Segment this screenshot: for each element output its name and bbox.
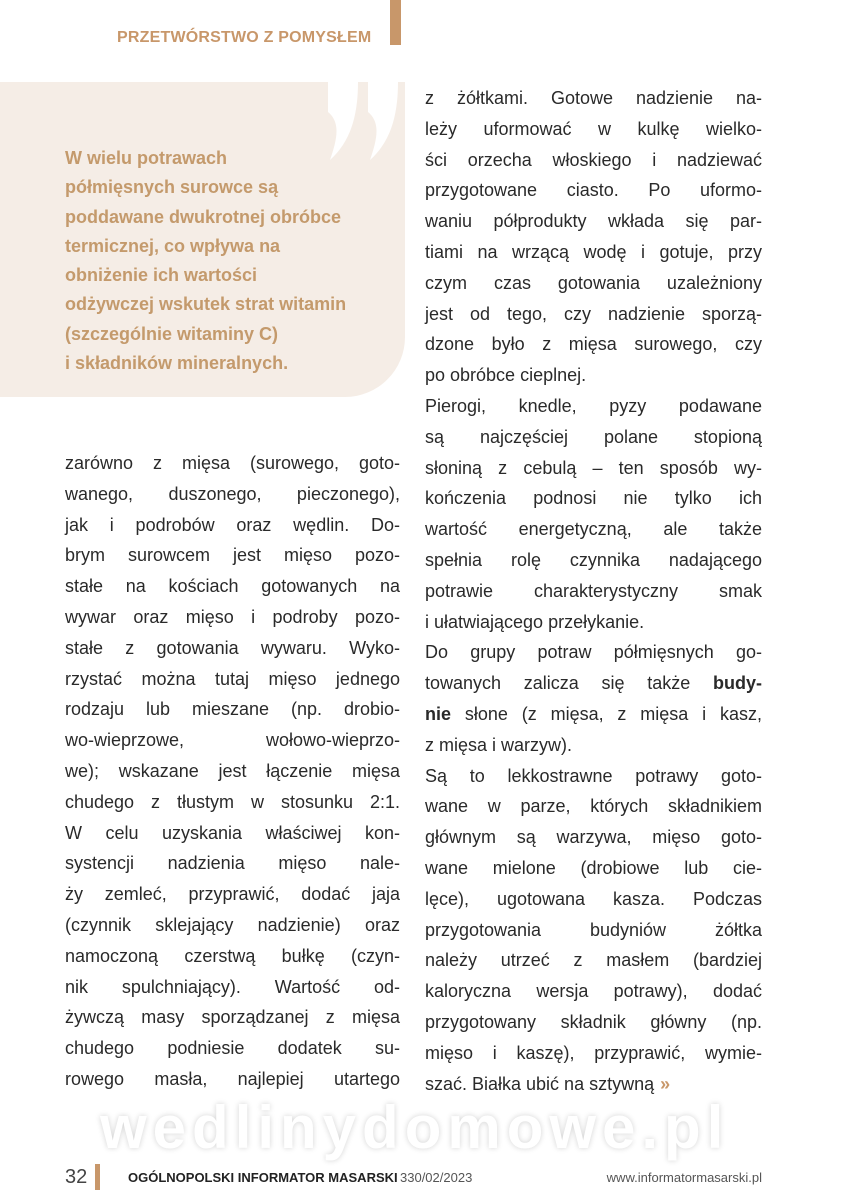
text-line: są najczęściej polane stopioną <box>425 426 762 447</box>
text-line: żywczą masy sporządzanej z mięsa <box>65 1007 400 1028</box>
text-line: z żółtkami. Gotowe nadzienie na- <box>425 88 762 108</box>
text-line: wartość energetyczną, ale także <box>425 519 762 540</box>
text-line: brym surowcem jest mięso pozo- <box>65 545 400 566</box>
text-line: tiami na wrzącą wodę i gotuje, przy <box>425 241 762 262</box>
text-segment: z mięsa i warzyw). <box>425 734 573 755</box>
text-line: (czynnik sklejający nadzienie) oraz <box>65 914 400 935</box>
text-line: wanego, duszonego, pieczonego), <box>65 483 400 504</box>
pull-quote-line: odżywczej wskutek strat witamin <box>65 294 347 315</box>
section-title: PRZETWÓRSTWO Z POMYSŁEM <box>117 29 372 46</box>
text-line <box>425 360 762 391</box>
text-line: przygotowane ciasto. Po uformo- <box>425 180 762 201</box>
article-column-right <box>425 83 762 1099</box>
text-line <box>425 730 762 761</box>
text-line: głównym są warzywa, mięso goto- <box>425 827 762 848</box>
text-line <box>425 668 762 699</box>
text-line: wane mielone (drobiowe lub cie- <box>425 857 762 878</box>
text-line: namoczoną czerstwą bułkę (czyn- <box>65 945 400 966</box>
text-line: lęce), ugotowana kasza. Podczas <box>425 888 762 909</box>
pull-quote-line: W wielu potrawach <box>65 148 228 168</box>
text-line: kończenia podnosi nie tylko ich <box>425 488 762 509</box>
publication-name: OGÓLNOPOLSKI INFORMATOR MASARSKI <box>128 1170 398 1185</box>
text-segment: towanych zalicza się także <box>425 673 713 694</box>
text-line: nik spulchniający). Wartość od- <box>65 976 400 997</box>
text-line: rzystać można tutaj mięso jednego <box>65 668 400 689</box>
continue-arrow-icon: » <box>660 1073 671 1094</box>
text-line: słoniną z cebulą – ten sposób wy- <box>425 457 762 478</box>
text-line: systencji nadzienia mięso nale- <box>65 853 400 874</box>
pull-quote <box>0 82 405 397</box>
text-segment: szać. Białka ubić na sztywną <box>425 1073 655 1094</box>
text-line: Są to lekkostrawne potrawy goto- <box>425 765 762 786</box>
text-line: potrawie charakterystyczny smak <box>425 580 762 601</box>
text-line: stałe na kościach gotowanych na <box>65 576 400 597</box>
pull-quote-line: i składników mineralnych. <box>65 353 289 374</box>
pull-quote-line: półmięsnych surowce są <box>65 177 279 198</box>
text-line: W celu uzyskania właściwej kon- <box>65 822 400 843</box>
text-line: spełnia rolę czynnika nadającego <box>425 549 762 570</box>
bold-term: budy- <box>713 673 762 694</box>
article-column-left <box>65 448 400 1095</box>
issue-number: 330/02/2023 <box>400 1170 473 1185</box>
pull-quote-line: (szczególnie witaminy C) <box>65 323 279 344</box>
watermark: wedlinydomowe.pl <box>100 1094 730 1161</box>
bold-term: nie <box>425 703 452 724</box>
pull-quote-line: poddawane dwukrotnej obróbce <box>65 206 342 227</box>
header-accent-bar <box>390 0 401 45</box>
text-line: wo-wieprzowe, wołowo-wieprzo- <box>65 730 400 751</box>
text-line: jak i podrobów oraz wędlin. Do- <box>65 514 400 535</box>
text-line: chudego z tłustym w stosunku 2:1. <box>65 791 400 812</box>
text-line: jest od tego, czy nadzienie sporzą- <box>425 303 762 324</box>
page-number: 32 <box>65 1166 88 1188</box>
text-line <box>425 699 762 730</box>
text-line: wane w parze, których składnikiem <box>425 796 762 817</box>
text-line: Do grupy potraw półmięsnych go- <box>425 642 762 663</box>
text-line: ści orzecha włoskiego i nadziewać <box>425 149 762 170</box>
website-link[interactable]: www.informatormasarski.pl <box>606 1170 762 1185</box>
text-line: rowego masła, najlepiej utartego <box>65 1068 400 1089</box>
pull-quote-text <box>65 144 395 378</box>
pull-quote-line: obniżenie ich wartości <box>65 265 258 286</box>
text-line: waniu półprodukty wkłada się par- <box>425 211 762 232</box>
text-line: mięso i kaszę), przyprawić, wymie- <box>425 1042 762 1063</box>
text-line: zarówno z mięsa (surowego, goto- <box>65 453 400 473</box>
text-segment: po obróbce cieplnej. <box>425 365 587 386</box>
text-line: chudego podniesie dodatek su- <box>65 1038 400 1059</box>
text-line: przygotowania budyniów żółtka <box>425 919 762 940</box>
text-line: dzone było z mięsa surowego, czy <box>425 334 762 355</box>
text-line: rodzaju lub mieszane (np. drobio- <box>65 699 400 720</box>
pull-quote-line: termicznej, co wpływa na <box>65 235 281 256</box>
text-line <box>425 607 762 638</box>
text-line: leży uformować w kulkę wielko- <box>425 118 762 139</box>
text-line: kaloryczna wersja potrawy), dodać <box>425 981 762 1002</box>
text-segment: i ułatwiającego przełykanie. <box>425 611 645 632</box>
text-line: czym czas gotowania uzależniony <box>425 272 762 293</box>
text-line: we); wskazane jest łączenie mięsa <box>65 760 400 781</box>
text-line: wywar oraz mięso i podroby pozo- <box>65 606 400 627</box>
footer-accent-bar <box>95 1164 100 1190</box>
text-line: należy utrzeć z masłem (bardziej <box>425 950 762 971</box>
text-segment: słone (z mięsa, z mięsa i kasz, <box>451 703 762 724</box>
text-line: przygotowany składnik główny (np. <box>425 1011 762 1032</box>
page-footer <box>65 1164 762 1192</box>
text-line: ży zemleć, przyprawić, dodać jaja <box>65 884 400 905</box>
text-line: Pierogi, knedle, pyzy podawane <box>425 395 762 416</box>
text-line: stałe z gotowania wywaru. Wyko- <box>65 637 400 658</box>
